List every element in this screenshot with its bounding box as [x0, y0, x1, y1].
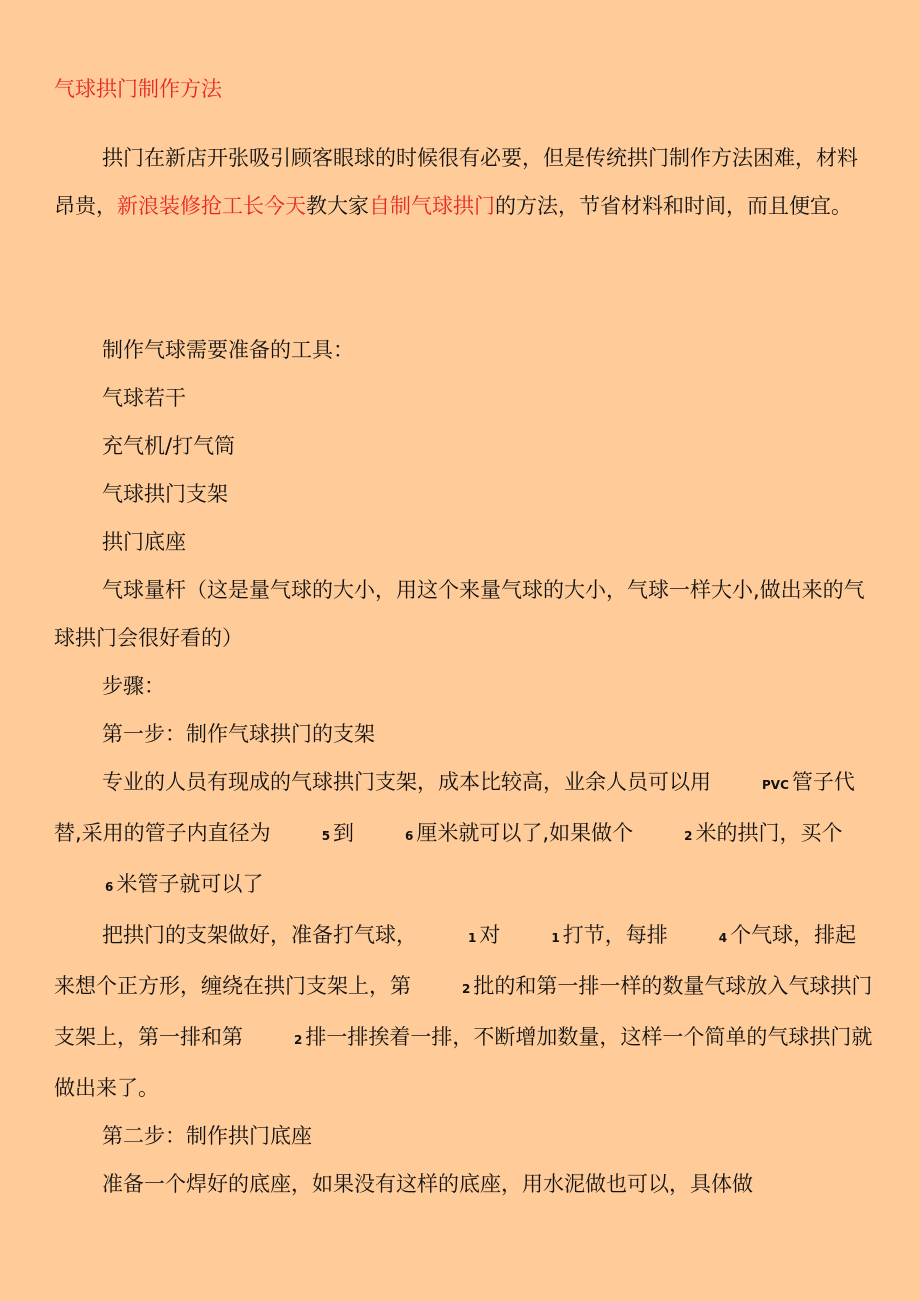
number-2-second: 2 [294, 1033, 303, 1047]
step1-paragraph-2 [54, 911, 874, 1112]
intro-link-1[interactable]: 新浪装修抢工长今天 [117, 194, 306, 218]
number-1-second: 1 [551, 931, 560, 945]
number-5: 5 [321, 829, 331, 843]
step1-p2-text-c: 打节，每排 [562, 923, 668, 947]
step1-p1-text-a: 专业的人员有现成的气球拱门支架，成本比较高，业余人员可以用 [102, 770, 711, 794]
intro-text-part-3: 的方法，节省材料和时间，而且便宜。 [495, 194, 852, 218]
tool-item-arch-base: 拱门底座 [102, 530, 186, 554]
step1-p2-text-f: 排一排挨着一排，不断增加数量，这样一个简单的气球拱门就做出来了。 [54, 1025, 873, 1100]
step1-p2-text-d: 个气球，排起来想个正方形，缠绕在拱门支架上，第 [54, 923, 857, 998]
tool-item-pump: 充气机/打气筒 [102, 434, 236, 458]
intro-text-part-1: 拱门在新店开张吸引顾客眼球的时候很有必要，但是传统拱门制作方法困难，材料昂贵， [54, 146, 858, 218]
step1-p1-text-f: 米管子就可以了 [116, 872, 264, 896]
step1-p1-text-b: 管子代替,采用的管子内直径为 [54, 770, 855, 845]
step1-paragraph-1 [54, 758, 874, 911]
step1-p1-text-c: 到 [333, 821, 355, 845]
tools-section [54, 326, 874, 1208]
tool-item-measuring-rod: 气球量杆（这是量气球的大小，用这个来量气球的大小，气球一样大小,做出来的气球拱门会很好看的） [54, 578, 865, 650]
intro-paragraph [54, 134, 874, 230]
step2-paragraph: 准备一个焊好的底座，如果没有这样的底座，用水泥做也可以，具体做 [102, 1172, 753, 1196]
step1-p2-text-e: 批的和第一排一样的数量气球放入气球拱门支架上，第一排和第 [54, 974, 873, 1049]
intro-link-2[interactable]: 自制气球拱门 [369, 194, 495, 218]
step2-title: 第二步：制作拱门底座 [102, 1124, 312, 1148]
number-6: 6 [405, 829, 414, 843]
number-2-first: 2 [462, 982, 471, 996]
intro-text-part-2: 教大家 [306, 194, 369, 218]
step1-p1-text-e: 米的拱门，买个 [695, 821, 843, 845]
step1-p1-text-d: 厘米就可以了,如果做个 [416, 821, 634, 845]
step1-title: 第一步：制作气球拱门的支架 [102, 722, 375, 746]
pvc-label: PVC [762, 778, 789, 792]
intro-block [54, 134, 874, 230]
step1-p2-text-a: 把拱门的支架做好，准备打气球， [102, 923, 417, 947]
number-4: 4 [718, 931, 728, 945]
number-1-first: 1 [468, 931, 477, 945]
step1-p2-text-b: 对 [479, 923, 501, 947]
document-title: 气球拱门制作方法 [54, 77, 222, 101]
tools-heading: 制作气球需要准备的工具： [102, 338, 354, 362]
number-6-second: 6 [105, 880, 114, 894]
tool-item-arch-frame: 气球拱门支架 [102, 482, 228, 506]
steps-heading: 步骤： [102, 674, 165, 698]
number-2: 2 [684, 829, 693, 843]
tool-item-balloons: 气球若干 [102, 386, 186, 410]
